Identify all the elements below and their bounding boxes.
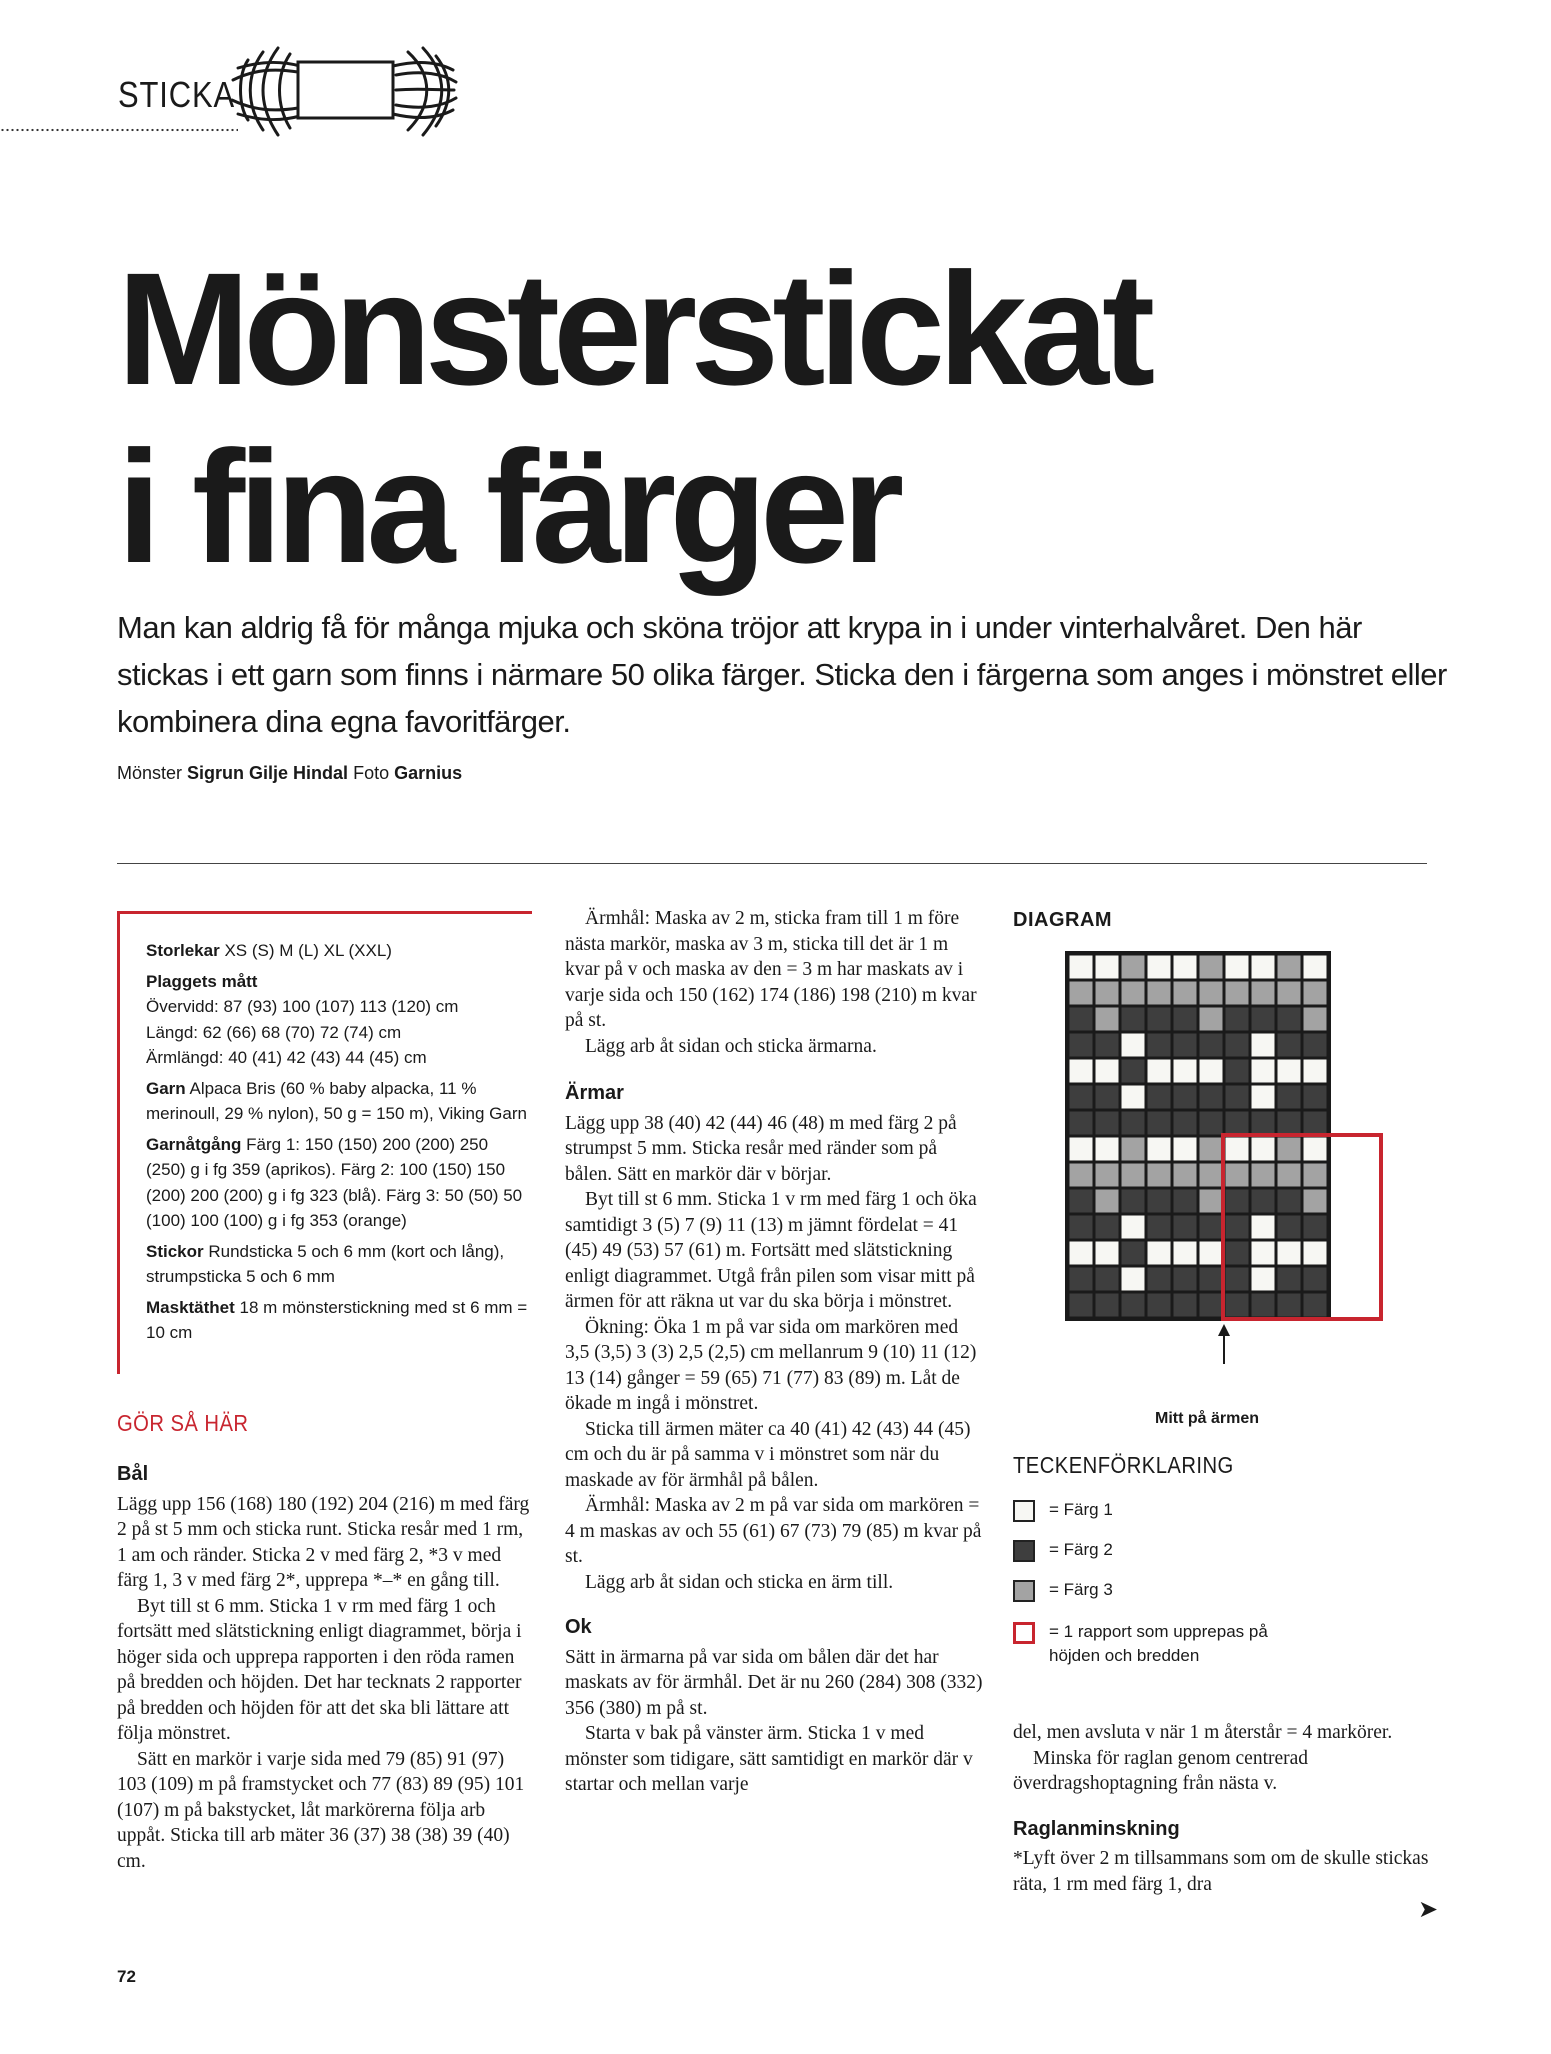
legend-label: = 1 rapport som upprepas på höjden och bredden — [1049, 1622, 1268, 1665]
chart-cell — [1226, 1164, 1249, 1187]
header-rule — [0, 128, 238, 132]
chart-cell — [1122, 982, 1145, 1005]
chart-cell — [1278, 956, 1301, 979]
chart-cell — [1096, 1190, 1119, 1213]
body-paragraph-4: Ärmhål: Maska av 2 m, sticka fram till 1 m före nästa markör, maska av 3 m, sticka till det är 1 m kvar på v och maska av den = 3 m har maskats av i varje sida och 150 (162) 174 (186) 198 (210) m kvar på st. — [565, 908, 977, 1031]
sleeves-paragraph-3: Ökning: Öka 1 m på var sida om markören med 3,5 (3,5) 3 (3) 2,5 (2,5) cm mellanrum 9 (10) 11 (12) 13 (14) gånger = 59 (65) 71 (77) 83 (89) m. Låt de ökade m ingå i mönstret. — [565, 1316, 977, 1414]
legend-item-color-2 — [1013, 1538, 1113, 1562]
chart-cell — [1070, 1060, 1093, 1083]
chart-cell — [1174, 1242, 1197, 1265]
chart-cell — [1304, 1164, 1327, 1187]
chart-cell — [1122, 1164, 1145, 1187]
chart-cell — [1226, 1034, 1249, 1057]
arrow-caption: Mitt på ärmen — [1155, 1410, 1260, 1427]
gauge-value: 18 m mönsterstickning med st 6 mm = 10 cm — [146, 1297, 528, 1342]
chart-cell — [1096, 1034, 1119, 1057]
body-paragraph-5: Lägg arb åt sidan och sticka ärmarna. — [585, 1035, 877, 1057]
chart-cell — [1148, 1086, 1171, 1109]
chart-cell — [1252, 1034, 1275, 1057]
chart-cell — [1148, 1008, 1171, 1031]
chart-cell — [1200, 1294, 1223, 1317]
chart-cell — [1148, 1216, 1171, 1239]
chart-cell — [1122, 1034, 1145, 1057]
chart-cell — [1096, 956, 1119, 979]
measurements-label: Plaggets mått — [146, 971, 258, 991]
chart-cell — [1122, 1060, 1145, 1083]
chart-cell — [1304, 1086, 1327, 1109]
raglan-heading: Raglanminskning — [1013, 1817, 1180, 1840]
legend-label: = Färg 3 — [1049, 1580, 1113, 1599]
body-paragraph-1: Lägg upp 156 (168) 180 (192) 204 (216) m med färg 2 på st 5 mm och sticka runt. Sticka resår med 1 rm, 1 am och ränder. Sticka 2 v med färg 2, *3 v med färg 1, 3 v med färg 2*, upprepa *–* en gång till. — [117, 1493, 530, 1591]
sleeves-paragraph-6: Lägg arb åt sidan och sticka en ärm till. — [585, 1571, 894, 1593]
chart-cell — [1122, 1268, 1145, 1291]
chart-cell — [1070, 1138, 1093, 1161]
chart-cell — [1200, 1268, 1223, 1291]
chart-cell — [1304, 1294, 1327, 1317]
chart-cell — [1122, 956, 1145, 979]
chart-cell — [1122, 1294, 1145, 1317]
chart-cell — [1252, 1164, 1275, 1187]
chart-cell — [1096, 1138, 1119, 1161]
continue-arrow-icon: ➤ — [1418, 1896, 1439, 1923]
chart-cell — [1070, 1034, 1093, 1057]
chart-cell — [1252, 1268, 1275, 1291]
chart-cell — [1304, 1216, 1327, 1239]
legend-label: = Färg 1 — [1049, 1500, 1113, 1519]
chart-cell — [1070, 982, 1093, 1005]
chart-cell — [1278, 1138, 1301, 1161]
needles-label: Stickor — [146, 1241, 204, 1261]
chart-cell — [1226, 1216, 1249, 1239]
chart-cell — [1226, 1138, 1249, 1161]
chart-cell — [1174, 1138, 1197, 1161]
chart-cell — [1278, 1008, 1301, 1031]
body-heading: Bål — [117, 1463, 149, 1485]
chart-cell — [1096, 1216, 1119, 1239]
chart-cell — [1226, 1086, 1249, 1109]
chart-cell — [1148, 1138, 1171, 1161]
chart-cell — [1174, 1190, 1197, 1213]
chart-cell — [1070, 1112, 1093, 1135]
chart-cell — [1096, 1294, 1119, 1317]
chart-cell — [1304, 1242, 1327, 1265]
chart-cell — [1148, 1242, 1171, 1265]
chart-cell — [1070, 1216, 1093, 1239]
sleeves-paragraph-4: Sticka till ärmen mäter ca 40 (41) 42 (43) 44 (45) cm och du är på samma v i mönstret som när du maskade av för ärmhål på bålen. — [565, 1418, 971, 1491]
chart-cell — [1148, 1060, 1171, 1083]
chart-cell — [1122, 1112, 1145, 1135]
chart-cell — [1200, 1216, 1223, 1239]
column-1 — [117, 1462, 535, 1874]
chart-cell — [1148, 1268, 1171, 1291]
chart-cell — [1070, 1190, 1093, 1213]
chart-cell — [1278, 1190, 1301, 1213]
facts-box — [117, 911, 532, 1374]
chart-cell — [1174, 1268, 1197, 1291]
sizes-value: XS (S) M (L) XL (XXL) — [224, 941, 392, 960]
chart-cell — [1148, 1190, 1171, 1213]
chart-cell — [1200, 1112, 1223, 1135]
chart-cell — [1070, 1268, 1093, 1291]
chart-cell — [1304, 956, 1327, 979]
chart-cell — [1096, 1268, 1119, 1291]
sleeves-paragraph-5: Ärmhål: Maska av 2 m på var sida om markören = 4 m maskas av och 55 (61) 67 (73) 79 (85) m kvar på st. — [565, 1495, 982, 1567]
yarn-amount-value: Färg 1: 150 (150) 200 (200) 250 (250) g i fg 359 (aprikos). Färg 2: 100 (150) 150 (200) 200 (200) g i fg 323 (blå). Färg 3: 50 (50) 50 (100) 100 (100) g i fg 353 (orange) — [146, 1134, 523, 1230]
body-paragraph-3: Sätt en markör i varje sida med 79 (85) 91 (97) 103 (109) m på framstycket och 77 (83) 89 (95) 101 (107) m på bakstycket, låt markörerna följa arb uppåt. Sticka till arb mäter 36 (37) 38 (38) 39 (40) cm. — [117, 1748, 525, 1872]
legend-item-color-1 — [1013, 1498, 1113, 1522]
chart-cell — [1304, 1112, 1327, 1135]
measurement-chest: Övervidd: 87 (93) 100 (107) 113 (120) cm — [146, 997, 459, 1016]
legend-label: = Färg 2 — [1049, 1540, 1113, 1559]
chart-cell — [1278, 1216, 1301, 1239]
yarn-amount-label: Garnåtgång — [146, 1134, 242, 1154]
chart-cell — [1252, 1112, 1275, 1135]
chart-cell — [1096, 982, 1119, 1005]
chart-cell — [1070, 1008, 1093, 1031]
chart-cell — [1148, 1034, 1171, 1057]
chart-cell — [1122, 1086, 1145, 1109]
swatch-color-1 — [1013, 1500, 1035, 1522]
chart-cell — [1226, 1112, 1249, 1135]
chart-cell — [1148, 982, 1171, 1005]
swatch-color-2 — [1013, 1540, 1035, 1562]
chart-cell — [1304, 1268, 1327, 1291]
title-line-2: i fina färger — [117, 417, 898, 596]
chart-cell — [1070, 956, 1093, 979]
yoke-paragraph-3: del, men avsluta v när 1 m återstår = 4 markörer. — [1013, 1722, 1393, 1743]
chart-cell — [1200, 1008, 1223, 1031]
chart-cell — [1278, 1112, 1301, 1135]
chart-cell — [1304, 982, 1327, 1005]
yarn-label: Garn — [146, 1078, 186, 1098]
chart-cell — [1148, 1112, 1171, 1135]
yoke-paragraph-2: Starta v bak på vänster ärm. Sticka 1 v med mönster som tidigare, sätt samtidigt en markör där v startar och mellan varje — [565, 1723, 973, 1795]
chart-cell — [1200, 1086, 1223, 1109]
measurement-sleeve: Ärmlängd: 40 (41) 42 (43) 44 (45) cm — [146, 1048, 427, 1067]
chart-cell — [1200, 1034, 1223, 1057]
chart-cell — [1252, 1138, 1275, 1161]
yarn-value: Alpaca Bris (60 % baby alpacka, 11 % merinoull, 29 % nylon), 50 g = 150 m), Viking Garn — [146, 1078, 527, 1123]
sleeves-paragraph-2: Byt till st 6 mm. Sticka 1 v rm med färg 1 och öka samtidigt 3 (5) 7 (9) 11 (13) m jämnt fördelat = 41 (45) 49 (53) 57 (61) m. Fortsätt med slätstickning enligt diagrammet. Utgå från pilen som visar mitt på ärmen för att räkna ut var du ska börja i mönstret. — [565, 1189, 977, 1312]
chart-cell — [1252, 1008, 1275, 1031]
chart-cell — [1200, 956, 1223, 979]
measurement-length: Längd: 62 (66) 68 (70) 72 (74) cm — [146, 1022, 402, 1042]
page-title — [117, 240, 1148, 596]
chart-cell — [1226, 1190, 1249, 1213]
chart-cell — [1226, 1268, 1249, 1291]
sleeves-paragraph-1: Lägg upp 38 (40) 42 (44) 46 (48) m med färg 2 på strumpst 5 mm. Sticka resår med ränder som på bålen. Sätt en markör där v börjar. — [565, 1112, 957, 1185]
chart-cell — [1278, 1242, 1301, 1265]
chart-cell — [1122, 1008, 1145, 1031]
chart-cell — [1252, 1216, 1275, 1239]
chart-cell — [1252, 1060, 1275, 1083]
chart-cell — [1174, 1086, 1197, 1109]
diagram-heading: DIAGRAM — [1013, 909, 1113, 931]
divider — [117, 863, 1427, 864]
chart-cell — [1174, 1216, 1197, 1239]
chart-cell — [1070, 1164, 1093, 1187]
column-2 — [565, 906, 985, 1798]
facts-sizes — [146, 938, 532, 964]
yoke-paragraph-4: Minska för raglan genom centrerad överdragshoptagning från nästa v. — [1013, 1747, 1309, 1794]
chart-cell — [1252, 956, 1275, 979]
chart-cell — [1200, 982, 1223, 1005]
chart-cell — [1304, 1034, 1327, 1057]
legend-heading: TECKENFÖRKLARING — [1013, 1452, 1234, 1478]
chart-cell — [1096, 1164, 1119, 1187]
chart-cell — [1252, 1086, 1275, 1109]
chart-cell — [1304, 1008, 1327, 1031]
body-paragraph-2: Byt till st 6 mm. Sticka 1 v rm med färg 1 och fortsätt med slätstickning enligt diagrammet, börja i höger sida och upprepa rapporten i den röda ramen på bredden och höjden. Det har tecknats 2 rapporter på bredden och höjden för att det ska bli lättare att följa mönstret. — [117, 1595, 522, 1744]
legend-item-color-3 — [1013, 1578, 1113, 1602]
chart-cell — [1174, 1034, 1197, 1057]
page-number: 72 — [117, 1967, 136, 1986]
pattern-label: Mönster — [117, 763, 183, 783]
title-line-1: Mönsterstickat — [117, 239, 1149, 418]
swatch-repeat-frame — [1013, 1622, 1035, 1644]
facts-gauge — [146, 1295, 532, 1346]
chart-cell — [1122, 1216, 1145, 1239]
credits — [117, 763, 462, 784]
chart-cell — [1200, 1164, 1223, 1187]
arrow-up-icon — [1218, 1324, 1230, 1336]
legend-item-repeat — [1013, 1620, 1313, 1668]
facts-yarn — [146, 1076, 532, 1127]
chart-cell — [1304, 1060, 1327, 1083]
chart-cell — [1278, 1294, 1301, 1317]
chart-cell — [1174, 1164, 1197, 1187]
chart-cell — [1278, 1268, 1301, 1291]
instructions-heading: GÖR SÅ HÄR — [117, 1410, 249, 1436]
chart-cell — [1096, 1060, 1119, 1083]
chart-cell — [1122, 1138, 1145, 1161]
chart-cell — [1174, 1294, 1197, 1317]
chart-cell — [1122, 1242, 1145, 1265]
sizes-label: Storlekar — [146, 941, 220, 960]
chart-cell — [1174, 956, 1197, 979]
swatch-color-3 — [1013, 1580, 1035, 1602]
chart-cell — [1226, 1008, 1249, 1031]
chart-cell — [1278, 1164, 1301, 1187]
facts-needles — [146, 1239, 532, 1290]
chart-cell — [1122, 1190, 1145, 1213]
pattern-author: Sigrun Gilje Hindal — [187, 763, 349, 783]
knitting-chart — [1013, 948, 1383, 1408]
chart-cell — [1070, 1086, 1093, 1109]
chart-cell — [1148, 956, 1171, 979]
lead-paragraph: Man kan aldrig få för många mjuka och sköna tröjor att krypa in i under vinterhalvåret. Den här stickas i ett garn som finns i närmare 50 olika färger. Sticka den i färgerna som anges i mönstret eller kombinera dina egna favoritfärger. — [117, 610, 1447, 739]
needles-value: Rundsticka 5 och 6 mm (kort och lång), strumpsticka 5 och 6 mm — [146, 1241, 505, 1286]
photo-author: Garnius — [394, 763, 463, 783]
chart-cell — [1174, 1060, 1197, 1083]
facts-yarn-amount — [146, 1132, 532, 1234]
chart-cell — [1200, 1060, 1223, 1083]
yoke-paragraph-1: Sätt in ärmarna på var sida om bålen där det har maskats av för ärmhål. Det är nu 260 (284) 308 (332) 356 (380) m på st. — [565, 1646, 983, 1719]
chart-cell — [1096, 1242, 1119, 1265]
facts-measurements — [146, 969, 532, 1071]
chart-cell — [1096, 1086, 1119, 1109]
chart-cell — [1304, 1190, 1327, 1213]
chart-cell — [1226, 1060, 1249, 1083]
chart-cell — [1226, 982, 1249, 1005]
chart-cell — [1070, 1242, 1093, 1265]
raglan-paragraph-1: *Lyft över 2 m tillsammans som om de skulle stickas räta, 1 rm med färg 1, dra — [1013, 1848, 1429, 1895]
chart-cell — [1252, 1190, 1275, 1213]
column-3-text — [1013, 1720, 1433, 1897]
chart-cell — [1226, 1242, 1249, 1265]
chart-cell — [1148, 1164, 1171, 1187]
chart-cell — [1226, 956, 1249, 979]
chart-cell — [1278, 1034, 1301, 1057]
chart-cell — [1174, 1112, 1197, 1135]
chart-cell — [1304, 1138, 1327, 1161]
chart-cell — [1252, 982, 1275, 1005]
chart-cell — [1200, 1190, 1223, 1213]
chart-cell — [1096, 1112, 1119, 1135]
section-label: STICKA — [118, 74, 235, 115]
chart-cell — [1278, 1060, 1301, 1083]
yoke-heading: Ok — [565, 1616, 592, 1638]
gauge-label: Masktäthet — [146, 1297, 235, 1317]
sleeves-heading: Ärmar — [565, 1082, 624, 1104]
chart-cell — [1278, 1086, 1301, 1109]
chart-cell — [1174, 982, 1197, 1005]
chart-cell — [1148, 1294, 1171, 1317]
chart-cell — [1096, 1008, 1119, 1031]
chart-cell — [1226, 1294, 1249, 1317]
chart-cell — [1200, 1242, 1223, 1265]
photo-label: Foto — [353, 763, 390, 783]
chart-cell — [1174, 1008, 1197, 1031]
yarn-skein-logo — [228, 40, 458, 140]
chart-cell — [1278, 982, 1301, 1005]
chart-cell — [1200, 1138, 1223, 1161]
chart-cell — [1070, 1294, 1093, 1317]
chart-cell — [1252, 1294, 1275, 1317]
chart-cell — [1252, 1242, 1275, 1265]
